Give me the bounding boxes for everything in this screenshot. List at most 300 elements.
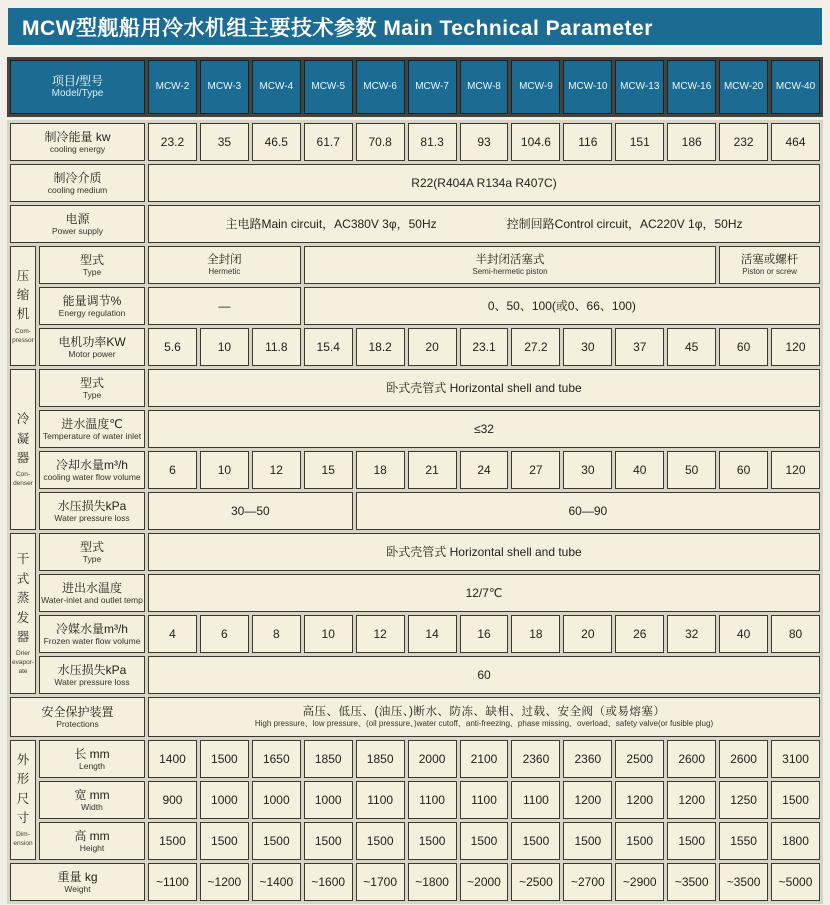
cooling-water-volume-value: 30 [581, 462, 595, 477]
length-value: 1500 [211, 751, 238, 766]
inout-water-temp-label-en: Water-inlet and outlet temp [41, 595, 143, 606]
condenser-type-value: 卧式壳管式 Horizontal shell and tube [386, 380, 582, 395]
length-value-cell [408, 740, 457, 778]
length-value-cell [667, 740, 716, 778]
height-value-cell [563, 822, 612, 860]
motor-power-value: 5.6 [164, 339, 181, 354]
condenser-type-label-zh: 型式 [79, 375, 104, 390]
compressor-type-label [39, 246, 145, 284]
cooling-energy-value-cell [252, 123, 301, 161]
cooling-energy-value: 116 [578, 134, 598, 149]
cooling-medium-value: R22(R404A R134a R407C) [411, 175, 557, 190]
cooling-water-volume-value-cell [719, 451, 768, 489]
energy-regulation-label-zh: 能量调节% [62, 293, 122, 308]
evaporator-pressure-loss-label [39, 656, 145, 694]
model-header-mcw-2: MCW-2 [148, 60, 197, 114]
cooling-energy-value-cell [511, 123, 560, 161]
power-supply-label-zh: 电源 [65, 211, 90, 226]
cooling-energy-value-cell [148, 123, 197, 161]
weight-value-cell [615, 863, 664, 901]
motor-power-value: 60 [736, 339, 751, 354]
frozen-water-volume-value-cell [408, 615, 457, 653]
width-value: 1000 [211, 792, 238, 807]
condenser-pressure-loss-value-cell [356, 492, 820, 530]
frozen-water-volume-value-cell [615, 615, 664, 653]
cooling-energy-value-cell [304, 123, 353, 161]
motor-power-label-zh: 电机功率KW [58, 334, 126, 349]
motor-power-value: 27.2 [524, 339, 548, 354]
cooling-water-volume-value-cell [304, 451, 353, 489]
height-value: 1500 [366, 833, 394, 848]
compressor-type-value-en: Piston or screw [742, 267, 797, 277]
evaporator-type-label-zh: 型式 [79, 539, 104, 554]
weight-value-cell [719, 863, 768, 901]
length-value: 2360 [522, 751, 550, 766]
cooling-water-volume-value-cell [356, 451, 405, 489]
length-value-cell [719, 740, 768, 778]
height-value: 1500 [574, 833, 602, 848]
cooling-water-volume-value: 40 [633, 462, 647, 477]
energy-regulation-value-cell [148, 287, 301, 325]
cooling-water-volume-value-cell [563, 451, 612, 489]
section-label-evaporator-zh: 干式蒸发器 [16, 552, 30, 644]
model-header-mcw-5: MCW-5 [304, 60, 353, 114]
model-header-mcw-8: MCW-8 [460, 60, 509, 114]
section-label-compressor-zh: 压缩机 [16, 268, 30, 322]
cooling-medium-label [10, 164, 145, 202]
height-value-cell [460, 822, 509, 860]
model-header-mcw-9: MCW-9 [511, 60, 560, 114]
frozen-water-volume-value-cell [356, 615, 405, 653]
height-value-cell [304, 822, 353, 860]
motor-power-value-cell [148, 328, 197, 366]
width-value-cell [356, 781, 405, 819]
motor-power-value: 15.4 [316, 339, 340, 354]
width-value: 1000 [262, 792, 290, 807]
motor-power-value: 18.2 [368, 339, 392, 354]
evaporator-pressure-loss-label-zh: 水压损失kPa [57, 662, 127, 677]
motor-power-value-cell [460, 328, 509, 366]
cooling-energy-value-cell [771, 123, 820, 161]
water-inlet-temp-value: ≤32 [474, 421, 494, 436]
cooling-energy-value: 232 [733, 134, 754, 149]
frozen-water-volume-value: 40 [736, 626, 751, 641]
section-label-compressor-en: Com- pressor [12, 327, 34, 344]
length-value-cell [771, 740, 820, 778]
width-value: 1500 [782, 792, 809, 807]
power-supply-label-en: Power supply [51, 226, 104, 237]
section-label-condenser-zh: 冷凝器 [16, 412, 30, 465]
model-header-mcw-3: MCW-3 [200, 60, 249, 114]
width-value: 1200 [678, 792, 706, 807]
cooling-water-volume-value: 21 [425, 462, 439, 477]
width-value-cell [148, 781, 197, 819]
cooling-energy-value-cell [719, 123, 768, 161]
frozen-water-volume-value-cell [460, 615, 509, 653]
width-value-cell [511, 781, 560, 819]
weight-value-cell [667, 863, 716, 901]
evaporator-type-label [39, 533, 145, 571]
height-value-cell [615, 822, 664, 860]
cooling-water-volume-value-cell [408, 451, 457, 489]
weight-value: ~2000 [467, 874, 501, 889]
length-value-cell [615, 740, 664, 778]
motor-power-value: 45 [685, 339, 699, 354]
cooling-energy-value-cell [615, 123, 664, 161]
cooling-water-volume-value-cell [511, 451, 560, 489]
weight-value-cell [563, 863, 612, 901]
width-value-cell [719, 781, 768, 819]
height-value: 1500 [522, 833, 550, 848]
cooling-water-volume-value: 15 [321, 462, 335, 477]
model-header-mcw-6: MCW-6 [356, 60, 405, 114]
motor-power-value-cell [408, 328, 457, 366]
cooling-energy-value: 151 [629, 134, 650, 149]
cooling-water-volume-value: 12 [269, 462, 283, 477]
motor-power-value: 10 [217, 339, 232, 354]
evaporator-type-value: 卧式壳管式 Horizontal shell and tube [386, 544, 582, 559]
weight-value-cell [511, 863, 560, 901]
model-header-mcw-20: MCW-20 [719, 60, 768, 114]
cooling-water-volume-value: 24 [477, 462, 491, 477]
cooling-energy-value-cell [356, 123, 405, 161]
weight-value-cell [200, 863, 249, 901]
width-value-cell [667, 781, 716, 819]
protections-label [10, 697, 145, 737]
height-value-cell [252, 822, 301, 860]
frozen-water-volume-value: 32 [685, 626, 699, 641]
evaporator-type-value-cell [148, 533, 820, 571]
frozen-water-volume-value-cell [304, 615, 353, 653]
weight-value: ~1100 [156, 874, 189, 889]
height-value: 1500 [211, 833, 238, 848]
length-label-zh: 长 mm [74, 746, 110, 761]
height-label-en: Height [79, 843, 105, 854]
motor-power-value-cell [771, 328, 820, 366]
length-value: 2500 [626, 751, 654, 766]
cooling-energy-value: 81.3 [420, 134, 444, 149]
length-value-cell [460, 740, 509, 778]
protections-value-cell [148, 697, 820, 737]
cooling-water-volume-value: 120 [785, 462, 806, 477]
compressor-type-value-zh: 半封闭活塞式 [475, 253, 545, 266]
motor-power-value: 37 [633, 339, 647, 354]
energy-regulation-value-cell [304, 287, 820, 325]
cooling-water-volume-value-cell [615, 451, 664, 489]
condenser-pressure-loss-label-en: Water pressure loss [54, 513, 130, 524]
condenser-pressure-loss-value: 60—90 [568, 503, 608, 518]
cooling-water-volume-label [39, 451, 145, 489]
frozen-water-volume-value: 18 [529, 626, 543, 641]
height-label-zh: 高 mm [74, 828, 110, 843]
length-value: 2100 [470, 751, 498, 766]
compressor-type-value-zh: 活塞或螺杆 [740, 253, 799, 266]
cooling-medium-value-cell [148, 164, 820, 202]
model-header-mcw-4: MCW-4 [252, 60, 301, 114]
section-label-evaporator [10, 533, 36, 694]
length-label [39, 740, 145, 778]
cooling-energy-value: 70.8 [368, 134, 392, 149]
evaporator-type-label-en: Type [82, 554, 102, 565]
section-label-evaporator-en: Drier evapor- ate [11, 650, 35, 675]
weight-value-cell [148, 863, 197, 901]
model-type-header-cell [10, 60, 145, 114]
cooling-energy-value: 23.2 [160, 134, 185, 149]
frozen-water-volume-label-en: Frozen water flow volume [43, 636, 141, 647]
inout-water-temp-label-zh: 进出水温度 [61, 580, 122, 595]
height-value-cell [719, 822, 768, 860]
cooling-water-volume-value-cell [667, 451, 716, 489]
weight-value-cell [408, 863, 457, 901]
energy-regulation-value: — [218, 298, 231, 313]
weight-value: ~1800 [415, 874, 449, 889]
cooling-water-volume-value: 18 [373, 462, 387, 477]
cooling-energy-value: 93 [477, 134, 491, 149]
height-value: 1500 [418, 833, 446, 848]
width-label-en: Width [81, 802, 103, 813]
weight-label-zh: 重量 kg [57, 869, 98, 884]
compressor-type-value-cell [148, 246, 301, 284]
motor-power-value-cell [563, 328, 612, 366]
frozen-water-volume-value: 12 [373, 626, 387, 641]
frozen-water-volume-value: 16 [477, 626, 491, 641]
frozen-water-volume-value-cell [511, 615, 560, 653]
weight-value-cell [304, 863, 353, 901]
cooling-energy-value: 186 [681, 134, 702, 149]
compressor-type-value-cell [304, 246, 716, 284]
length-value-cell [148, 740, 197, 778]
width-value: 1200 [626, 792, 654, 807]
water-inlet-temp-label [39, 410, 145, 448]
frozen-water-volume-value-cell [771, 615, 820, 653]
cooling-water-volume-label-en: cooling water flow volume [43, 472, 141, 483]
height-value-cell [408, 822, 457, 860]
model-header-mcw-10: MCW-10 [563, 60, 612, 114]
height-value: 1500 [159, 833, 186, 848]
height-value-cell [200, 822, 249, 860]
weight-value: ~1600 [311, 874, 346, 889]
length-value: 1400 [159, 751, 186, 766]
cooling-energy-value: 35 [217, 134, 232, 149]
model-header-mcw-13: MCW-13 [615, 60, 664, 114]
condenser-pressure-loss-label-zh: 水压损失kPa [57, 498, 127, 513]
weight-value: ~3500 [674, 874, 709, 889]
cooling-energy-value: 104.6 [520, 134, 551, 149]
frozen-water-volume-value: 14 [425, 626, 439, 641]
power-supply-value-part: 主电路Main circuit，AC380V 3φ，50Hz [225, 216, 437, 231]
frozen-water-volume-label [39, 615, 145, 653]
power-supply-value-cell [148, 205, 820, 243]
width-value-cell [200, 781, 249, 819]
compressor-type-label-zh: 型式 [79, 252, 104, 267]
energy-regulation-label [39, 287, 145, 325]
model-header-row [7, 57, 823, 117]
length-value: 2360 [574, 751, 602, 766]
frozen-water-volume-value-cell [667, 615, 716, 653]
width-value-cell [408, 781, 457, 819]
motor-power-value: 120 [785, 339, 806, 354]
width-value: 1100 [367, 792, 394, 807]
condenser-type-label-en: Type [82, 390, 102, 401]
height-value: 1500 [626, 833, 654, 848]
motor-power-value-cell [511, 328, 560, 366]
water-inlet-temp-label-en: Temperature of water inlet [42, 431, 142, 442]
condenser-type-value-cell [148, 369, 820, 407]
motor-power-value-cell [615, 328, 664, 366]
cooling-water-volume-value: 60 [736, 462, 751, 477]
width-value: 1250 [730, 792, 757, 807]
energy-regulation-label-en: Energy regulation [58, 308, 126, 319]
motor-power-value: 23.1 [472, 339, 496, 354]
inout-water-temp-value: 12/7℃ [465, 585, 503, 600]
length-value: 2000 [418, 751, 446, 766]
length-value: 3100 [782, 751, 809, 766]
power-supply-label [10, 205, 145, 243]
height-value: 1500 [470, 833, 498, 848]
length-value-cell [252, 740, 301, 778]
section-label-dimension [10, 740, 36, 860]
frozen-water-volume-label-zh: 冷媒水量m³/h [55, 621, 128, 636]
width-value: 1100 [471, 792, 497, 807]
weight-value: ~1200 [207, 874, 242, 889]
inout-water-temp-label [39, 574, 145, 612]
weight-value: ~3500 [726, 874, 761, 889]
cooling-water-volume-value-cell [200, 451, 249, 489]
height-value-cell [771, 822, 820, 860]
cooling-water-volume-value-cell [252, 451, 301, 489]
condenser-type-label [39, 369, 145, 407]
width-label-zh: 宽 mm [74, 787, 110, 802]
motor-power-value-cell [200, 328, 249, 366]
height-value-cell [511, 822, 560, 860]
weight-value: ~2500 [519, 874, 553, 889]
weight-label [10, 863, 145, 901]
height-value: 1500 [262, 833, 290, 848]
length-value: 2600 [678, 751, 706, 766]
width-value-cell [304, 781, 353, 819]
protections-label-en: Protections [56, 719, 99, 730]
cooling-water-volume-label-zh: 冷却水量m³/h [55, 457, 128, 472]
condenser-pressure-loss-label [39, 492, 145, 530]
motor-power-value: 30 [581, 339, 595, 354]
cooling-energy-value: 464 [785, 134, 806, 149]
length-value: 1850 [366, 751, 394, 766]
height-value: 1500 [314, 833, 342, 848]
section-label-condenser-en: Con- denser [13, 471, 33, 488]
compressor-type-value-en: Hermetic [208, 267, 241, 277]
protections-label-zh: 安全保护装置 [41, 704, 114, 719]
width-value-cell [771, 781, 820, 819]
weight-value: ~2900 [622, 874, 657, 889]
condenser-pressure-loss-value: 30—50 [230, 503, 270, 518]
weight-value-cell [460, 863, 509, 901]
cooling-energy-label [10, 123, 145, 161]
motor-power-value: 20 [425, 339, 439, 354]
length-value: 2600 [730, 751, 757, 766]
cooling-water-volume-value: 6 [169, 462, 176, 477]
width-label [39, 781, 145, 819]
weight-value: ~1700 [363, 874, 397, 889]
length-value-cell [511, 740, 560, 778]
energy-regulation-value: 0、50、100(或0、66、100) [487, 298, 636, 313]
cooling-energy-value-cell [200, 123, 249, 161]
width-value: 1000 [314, 792, 342, 807]
cooling-energy-value: 61.7 [316, 134, 340, 149]
motor-power-label [39, 328, 145, 366]
frozen-water-volume-value-cell [200, 615, 249, 653]
weight-value: ~5000 [778, 874, 813, 889]
width-value-cell [460, 781, 509, 819]
frozen-water-volume-value: 8 [272, 626, 280, 641]
cooling-water-volume-value: 10 [217, 462, 232, 477]
condenser-pressure-loss-value-cell [148, 492, 353, 530]
page-title: MCW型舰船用冷水机组主要技术参数 Main Technical Parameter [22, 16, 653, 40]
water-inlet-temp-label-zh: 进水温度℃ [61, 416, 123, 431]
frozen-water-volume-value-cell [148, 615, 197, 653]
cooling-energy-value-cell [563, 123, 612, 161]
weight-value-cell [356, 863, 405, 901]
width-value: 900 [162, 792, 183, 807]
length-value: 1850 [314, 751, 342, 766]
evaporator-pressure-loss-value: 60 [477, 667, 491, 682]
spec-table [7, 57, 823, 904]
cooling-water-volume-value: 50 [685, 462, 699, 477]
cooling-energy-value-cell [460, 123, 509, 161]
weight-value: ~1400 [259, 874, 294, 889]
frozen-water-volume-value-cell [252, 615, 301, 653]
width-value: 1200 [574, 792, 602, 807]
height-value: 1500 [678, 833, 706, 848]
cooling-energy-value-cell [667, 123, 716, 161]
model-type-label-en: Model/Type [51, 88, 104, 100]
motor-power-value-cell [252, 328, 301, 366]
cooling-water-volume-value-cell [771, 451, 820, 489]
inout-water-temp-value-cell [148, 574, 820, 612]
weight-value: ~2700 [570, 874, 605, 889]
height-label [39, 822, 145, 860]
width-value-cell [252, 781, 301, 819]
weight-label-en: Weight [64, 884, 91, 895]
protections-value-zh: 高压、低压、(油压、)断水、防冻、缺相、过载、安全阀（或易熔塞） [302, 705, 666, 718]
cooling-energy-label-zh: 制冷能量 kw [44, 129, 111, 144]
motor-power-value-cell [667, 328, 716, 366]
height-value: 1800 [782, 833, 809, 848]
length-value-cell [563, 740, 612, 778]
section-label-compressor [10, 246, 36, 366]
weight-value-cell [771, 863, 820, 901]
frozen-water-volume-value: 10 [321, 626, 335, 641]
cooling-water-volume-value: 27 [529, 462, 543, 477]
length-value-cell [356, 740, 405, 778]
table-body [7, 120, 823, 904]
cooling-medium-label-zh: 制冷介质 [53, 170, 102, 185]
motor-power-value-cell [719, 328, 768, 366]
motor-power-label-en: Motor power [68, 349, 116, 360]
cooling-energy-label-en: cooling energy [49, 144, 106, 155]
length-value-cell [304, 740, 353, 778]
cooling-water-volume-value-cell [460, 451, 509, 489]
title-bar [8, 8, 822, 45]
motor-power-value-cell [304, 328, 353, 366]
frozen-water-volume-value-cell [563, 615, 612, 653]
height-value-cell [356, 822, 405, 860]
protections-value-en: High pressure、low pressure、(oil pressure、)water cutoff、anti-freezing、phase missing、overload、safety valve(or fusible plug) [254, 719, 714, 729]
frozen-water-volume-value-cell [719, 615, 768, 653]
motor-power-value: 11.8 [265, 339, 288, 354]
model-header-mcw-7: MCW-7 [408, 60, 457, 114]
compressor-type-label-en: Type [82, 267, 102, 278]
evaporator-pressure-loss-label-en: Water pressure loss [54, 677, 130, 688]
